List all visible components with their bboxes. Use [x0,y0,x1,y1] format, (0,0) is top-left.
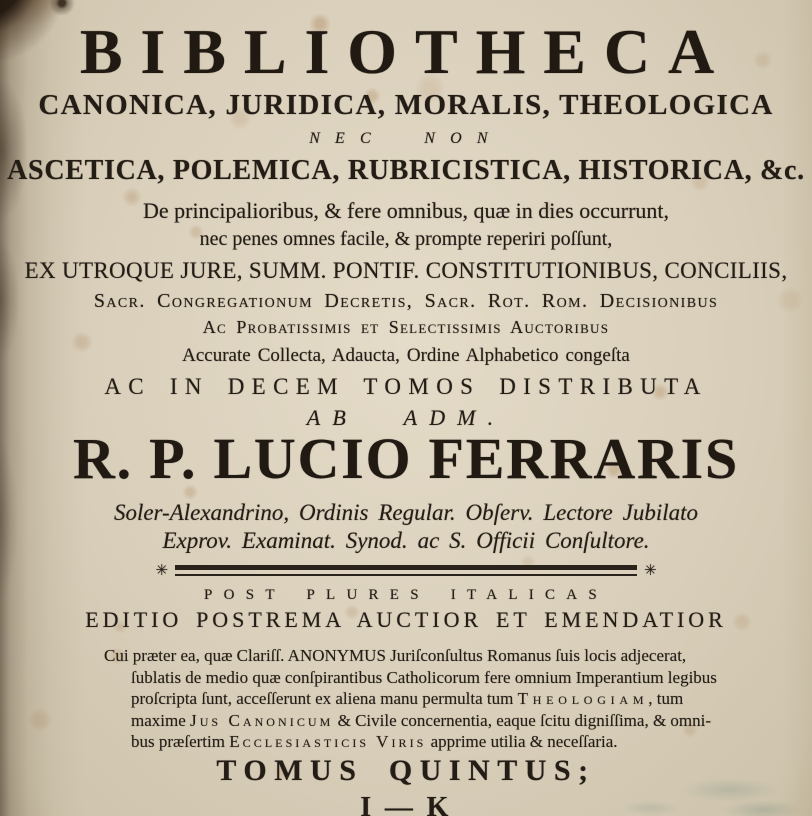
theologiam-smallcaps: Theologiam [517,689,649,709]
nec-non-line: NEC NON [309,130,503,147]
note-line-1: Cui præter ea, quæ Clariſſ. ANONYMUS Juriſconſultus Romanus ſuis locis adjecerat, [104,646,687,665]
volume-range-line: I — K [360,792,452,816]
sources-line-1: EX UTROQUE JURE, SUMM. PONTIF. CONSTITUTIONIBUS, CONCILIIS, [24,258,788,283]
note-line-5 [131,731,776,753]
tomus-line: TOMUS QUINTUS; [216,754,596,787]
main-title: BIBLIOTHECA [79,16,733,87]
jus-canonicum-smallcaps: Jus Canonicum [190,710,334,730]
ecclesiasticis-viris-smallcaps: Ecclesiasticis Viris [229,732,427,752]
author-titles-line-1: Soler-Alexandrino, Ordinis Regular. Obſerv. Lectore Jubilato [113,500,699,525]
tomes-distribution-line: AC IN DECEM TOMOS DISTRIBUTA [104,374,708,399]
sources-line-3: Ac Probatissimis et Selectissimis Auctoribus [202,317,610,337]
note-line-2: ſublatis de medio quæ conſpirantibus Catholicorum fere omnium Imperantium legibus [131,667,717,687]
fleuron-left-icon: ✳ [155,561,168,579]
genres-line: ASCETICA, POLEMICA, RUBRICISTICA, HISTORICA, &c. [7,155,805,186]
author-name: R. P. LUCIO FERRARIS [73,426,739,491]
note-line-5-tail: apprime utilia & neceſſaria. [426,732,618,752]
separator-rule [0,563,812,578]
description-line-1: De principalioribus, & fere omnibus, quæ in dies occurrunt, [142,198,670,223]
collection-line: Accurate Collecta, Adaucta, Ordine Alphabetico congeſta [182,345,630,366]
edition-line-1: POST PLURES ITALICAS [204,587,608,603]
note-line-3 [131,688,776,710]
editorial-note [104,645,776,753]
note-line-3-text: proſcripta ſunt, acceſſerunt ex aliena manu permulta tum [131,689,518,709]
note-line-4 [131,710,776,732]
author-titles-line-2: Exprov. Examinat. Synod. ac S. Officii Conſultore. [162,528,650,553]
note-line-4-tail: & Civile concernentia, eaque ſcitu digniſſima, & omni- [333,710,712,730]
note-line-4-text: maxime [131,710,191,730]
double-rule [175,565,637,576]
description-line-2: nec penes omnes facile, & prompte reperiri poſſunt, [199,228,613,250]
ab-adm-line: AB ADM. [306,405,506,430]
sources-line-2: Sacr. Congregationum Decretis, Sacr. Rot. Rom. Decisionibus [93,290,719,312]
edition-line-2: EDITIO POSTREMA AUCTIOR ET EMENDATIOR [85,607,727,632]
fleuron-right-icon: ✳ [644,561,657,579]
subtitle-disciplines: CANONICA, JURIDICA, MORALIS, THEOLOGICA [38,89,774,121]
note-line-3-tail: , tum [648,689,684,709]
note-line-5-text: bus præſertim [131,732,230,752]
